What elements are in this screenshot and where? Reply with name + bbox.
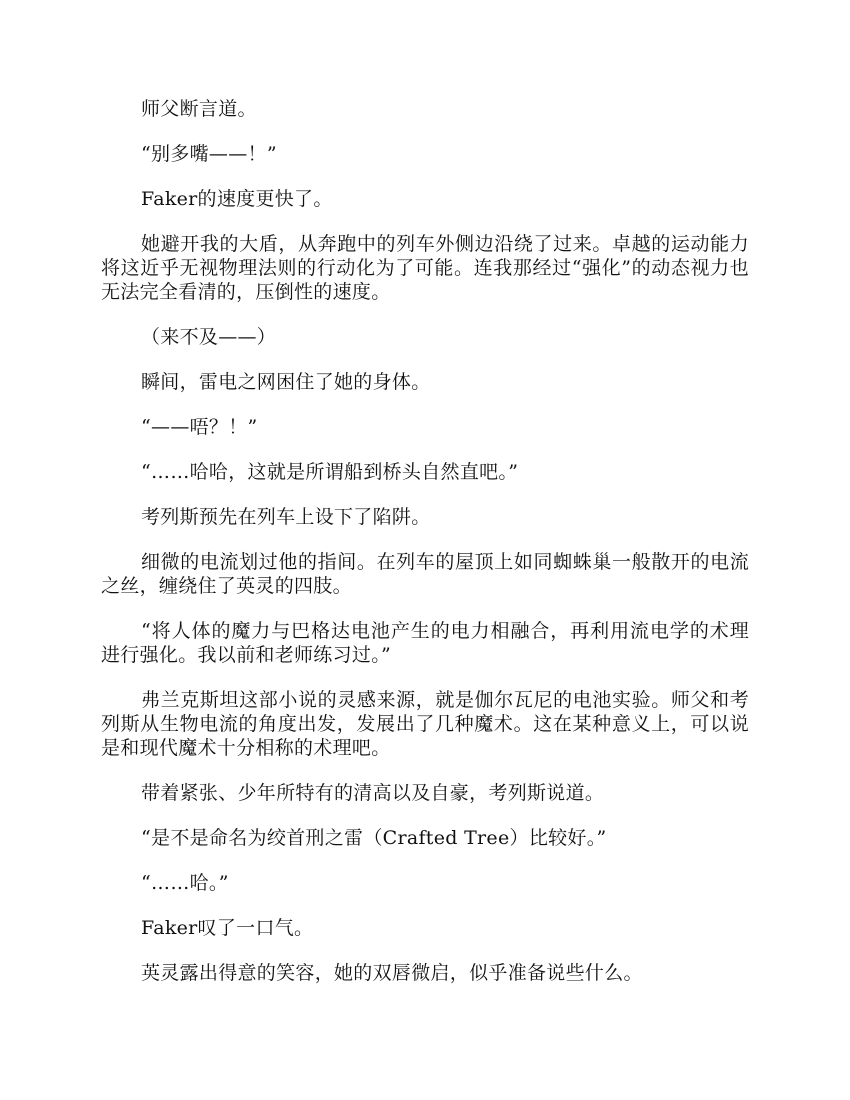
paragraph: 英灵露出得意的笑容，她的双唇微启，似乎准备说些什么。	[141, 962, 643, 984]
paragraph: 瞬间，雷电之网困住了她的身体。	[141, 371, 431, 393]
paragraph: （来不及——）	[141, 326, 277, 348]
paragraph: Faker的速度更快了。	[141, 188, 333, 210]
paragraph: “——唔？！”	[141, 416, 258, 438]
paragraph: “将人体的魔力与巴格达电池产生的电力相融合，再利用流电学的术理进行强化。我以前和老师练习过。”	[101, 620, 749, 666]
paragraph: 师父断言道。	[141, 98, 257, 120]
paragraph: Faker叹了一口气。	[141, 917, 314, 939]
document-page	[101, 97, 749, 1006]
paragraph: “是不是命名为绞首刑之雷（Crafted Tree）比较好。”	[141, 827, 607, 849]
paragraph: “……哈。”	[141, 872, 229, 894]
paragraph: “别多嘴——！”	[141, 143, 277, 165]
paragraph: 她避开我的大盾，从奔跑中的列车外侧边沿绕了过来。卓越的运动能力将这近乎无视物理法则的行动化为了可能。连我那经过“强化”的动态视力也无法完全看清的，压倒性的速度。	[101, 233, 749, 303]
paragraph: 考列斯预先在列车上设下了陷阱。	[141, 506, 431, 528]
paragraph: 带着紧张、少年所特有的清高以及自豪，考列斯说道。	[141, 782, 605, 804]
paragraph: “……哈哈，这就是所谓船到桥头自然直吧。”	[141, 461, 519, 483]
paragraph: 弗兰克斯坦这部小说的灵感来源，就是伽尔瓦尼的电池实验。师父和考列斯从生物电流的角度出发，发展出了几种魔术。这在某种意义上，可以说是和现代魔术十分相称的术理吧。	[101, 689, 749, 759]
paragraph: 细微的电流划过他的指间。在列车的屋顶上如同蜘蛛巢一般散开的电流之丝，缠绕住了英灵的四肢。	[101, 551, 749, 597]
